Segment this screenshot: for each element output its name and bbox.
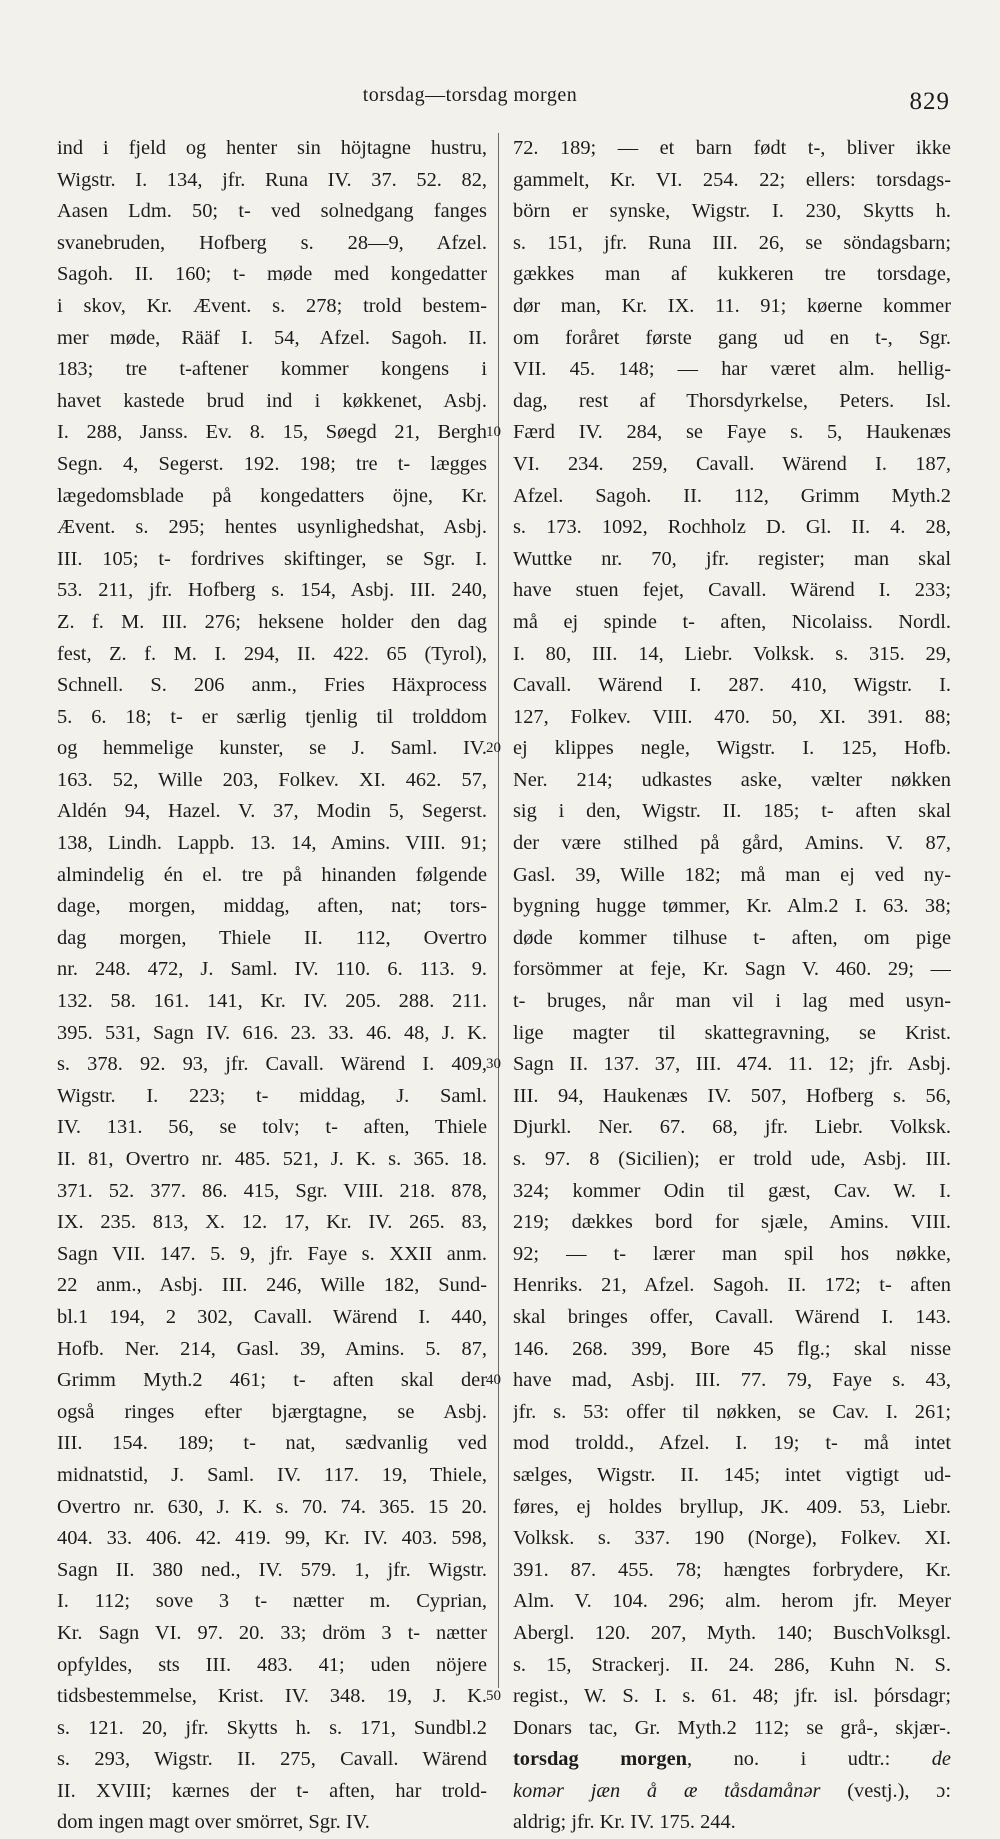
text-line: sælges, Wigstr. II. 145; intet vigtigt ud- — [513, 1463, 951, 1486]
text-line: Færd IV. 284, se Faye s. 5, Haukenæs — [513, 421, 951, 444]
text-line: bl.1 194, 2 302, Cavall. Wärend I. 440, — [57, 1305, 487, 1328]
line-number-marker: 30 — [486, 1056, 501, 1073]
line-number-marker: 40 — [486, 1372, 501, 1389]
text-line: opfyldes, sts III. 483. 41; uden nöjere — [57, 1653, 487, 1676]
text-line: III. 94, Haukenæs IV. 507, Hofberg s. 56, — [513, 1084, 951, 1107]
text-line: s. 97. 8 (Sicilien); er trold ude, Asbj. III. — [513, 1148, 951, 1170]
text-line: s. 151, jfr. Runa III. 26, se söndagsbarn; — [513, 231, 951, 254]
text-line: s. 121. 20, jfr. Skytts h. s. 171, Sundbl.2 — [57, 1716, 487, 1739]
page-number: 829 — [909, 88, 950, 115]
text-line: III. 154. 189; t- nat, sædvanlig ved — [57, 1432, 487, 1455]
text-line: føres, ej holdes bryllup, JK. 409. 53, Liebr. — [513, 1495, 951, 1518]
text-line: 183; tre t-aftener kommer kongens i — [57, 358, 487, 381]
text-line: Afzel. Sagoh. II. 112, Grimm Myth.2 — [513, 484, 951, 507]
text-line: og hemmelige kunster, se J. Saml. IV. — [57, 737, 487, 760]
text-line: dag morgen, Thiele II. 112, Overtro — [57, 926, 487, 949]
text-line: III. 105; t- fordrives skiftinger, se Sgr. I. — [57, 547, 487, 570]
text-line: s. 293, Wigstr. II. 275, Cavall. Wärend — [57, 1748, 487, 1771]
line-number-marker: 50 — [486, 1688, 501, 1705]
text-line: s. 173. 1092, Rochholz D. Gl. II. 4. 28, — [513, 516, 951, 539]
text-line: dom ingen magt over smörret, Sgr. IV. — [57, 1811, 370, 1834]
entry-text-1: , no. i udtr.: — [687, 1748, 891, 1771]
text-line: regist., W. S. I. s. 61. 48; jfr. isl. þórsdagr; — [513, 1685, 951, 1708]
text-line: Alm. V. 104. 296; alm. herom jfr. Meyer — [513, 1590, 951, 1613]
text-line: t- bruges, når man vil i lag med usyn- — [513, 990, 951, 1013]
running-title: torsdag—torsdag morgen — [362, 84, 578, 106]
entry-last-line: aldrig; jfr. Kr. IV. 175. 244. — [513, 1811, 736, 1834]
right-column — [513, 133, 951, 1839]
text-line: 324; kommer Odin til gæst, Cav. W. I. — [513, 1179, 951, 1202]
text-line: 395. 531, Sagn IV. 616. 23. 33. 46. 48, J. K. — [57, 1021, 487, 1044]
text-line: Sagn II. 380 ned., IV. 579. 1, jfr. Wigstr. — [57, 1558, 487, 1581]
column-divider — [498, 133, 499, 1688]
text-line: svanebruden, Hofberg s. 28—9, Afzel. — [57, 231, 487, 254]
text-line: forsömmer at feje, Kr. Sagn V. 460. 29; — — [513, 958, 951, 981]
entry-dialect-2: komər jæn å æ tåsdamånər — [513, 1779, 821, 1802]
text-line: må ej spinde t- aften, Nicolaiss. Nordl. — [513, 610, 951, 633]
entry-headword-line — [513, 1744, 951, 1776]
text-line: have stuen fejet, Cavall. Wärend I. 233; — [513, 579, 951, 602]
text-line: mer møde, Rääf I. 54, Afzel. Sagoh. II. — [57, 326, 487, 349]
text-line: 404. 33. 406. 42. 419. 99, Kr. IV. 403. 598, — [57, 1527, 487, 1550]
entry-headword: torsdag morgen — [513, 1748, 688, 1771]
text-line: gækkes man af kukkeren tre torsdage, — [513, 263, 951, 286]
text-line: Cavall. Wärend I. 287. 410, Wigstr. I. — [513, 674, 951, 697]
right-column-lines — [513, 133, 951, 1744]
page-header — [0, 80, 1000, 120]
text-line: Gasl. 39, Wille 182; må man ej ved ny- — [513, 863, 951, 886]
line-number-marker: 10 — [486, 424, 501, 441]
text-line: Djurkl. Ner. 67. 68, jfr. Liebr. Volksk. — [513, 1116, 951, 1139]
text-line: I. 288, Janss. Ev. 8. 15, Søegd 21, Bergh — [57, 421, 487, 444]
text-line: ej klippes negle, Wigstr. I. 125, Hofb. — [513, 737, 951, 760]
text-line: om foråret første gang ud en t-, Sgr. — [513, 326, 951, 349]
text-line: 371. 52. 377. 86. 415, Sgr. VIII. 218. 878, — [57, 1179, 487, 1202]
text-line: ind i fjeld og henter sin höjtagne hustru, — [57, 137, 487, 159]
entry-dialect-line — [513, 1776, 951, 1808]
entry-text-2: (vestj.), ɔ: — [847, 1779, 951, 1802]
text-line: 127, Folkev. VIII. 470. 50, XI. 391. 88; — [513, 705, 951, 728]
text-line: II. 81, Overtro nr. 485. 521, J. K. s. 365. 18. — [57, 1148, 487, 1170]
text-line: jfr. s. 53: offer til nøkken, se Cav. I. 261; — [513, 1400, 951, 1423]
text-line: IV. 131. 56, se tolv; t- aften, Thiele — [57, 1116, 487, 1139]
text-line: 391. 87. 455. 78; hængtes forbrydere, Kr. — [513, 1558, 951, 1581]
text-line: lige magter til skattegravning, se Krist. — [513, 1021, 951, 1044]
text-line: Sagn II. 137. 37, III. 474. 11. 12; jfr. Asbj. — [513, 1053, 951, 1076]
text-line: døde kommer tilhuse t- aften, om pige — [513, 926, 951, 949]
text-line: i skov, Kr. Ævent. s. 278; trold bestem- — [57, 294, 487, 317]
text-line: fest, Z. f. M. I. 294, II. 422. 65 (Tyrol), — [57, 642, 487, 665]
text-line: Overtro nr. 630, J. K. s. 70. 74. 365. 15 20. — [57, 1495, 487, 1518]
text-line: Sagoh. II. 160; t- møde med kongedatter — [57, 263, 487, 286]
text-line: Schnell. S. 206 anm., Fries Häxprocess — [57, 674, 487, 697]
text-line: 72. 189; — et barn født t-, bliver ikke — [513, 137, 951, 159]
text-line: 5. 6. 18; t- er særlig tjenlig til trolddom — [57, 705, 487, 728]
text-line: Aasen Ldm. 50; t- ved solnedgang fanges — [57, 200, 487, 223]
text-line: börn er synske, Wigstr. I. 230, Skytts h. — [513, 200, 951, 223]
text-line: 53. 211, jfr. Hofberg s. 154, Asbj. III. 240, — [57, 579, 487, 602]
text-line: havet kastede brud ind i køkkenet, Asbj. — [57, 389, 487, 412]
text-line: s. 15, Strackerj. II. 24. 286, Kuhn N. S. — [513, 1653, 951, 1676]
text-line: Henriks. 21, Afzel. Sagoh. II. 172; t- aften — [513, 1274, 951, 1297]
text-line: nr. 248. 472, J. Saml. IV. 110. 6. 113. 9. — [57, 958, 487, 981]
text-line: sig i den, Wigstr. II. 185; t- aften skal — [513, 800, 951, 823]
text-line: Abergl. 120. 207, Myth. 140; BuschVolksgl. — [513, 1621, 951, 1644]
text-line: VI. 234. 259, Cavall. Wärend I. 187, — [513, 452, 951, 475]
left-column — [57, 133, 487, 1839]
text-line: Aldén 94, Hazel. V. 37, Modin 5, Segerst. — [57, 800, 487, 823]
text-line: dag, rest af Thorsdyrkelse, Peters. Isl. — [513, 389, 951, 412]
text-line: s. 378. 92. 93, jfr. Cavall. Wärend I. 409, — [57, 1053, 487, 1076]
text-line: også ringes efter bjærgtagne, se Asbj. — [57, 1400, 487, 1423]
text-line: Z. f. M. III. 276; heksene holder den dag — [57, 610, 487, 633]
text-line: 138, Lindh. Lappb. 13. 14, Amins. VIII. 91; — [57, 832, 487, 855]
text-line: lægedomsblade på kongedatters öjne, Kr. — [57, 484, 487, 507]
text-line: Wigstr. I. 223; t- middag, J. Saml. — [57, 1084, 487, 1107]
text-line: dør man, Kr. IX. 11. 91; køerne kommer — [513, 294, 951, 317]
text-line: I. 112; sove 3 t- nætter m. Cyprian, — [57, 1590, 487, 1613]
text-line: I. 80, III. 14, Liebr. Volksk. s. 315. 29, — [513, 642, 951, 665]
line-number-marker: 20 — [486, 740, 501, 757]
text-line: midnatstid, J. Saml. IV. 117. 19, Thiele, — [57, 1463, 487, 1486]
text-line: 219; dækkes bord for sjæle, Amins. VIII. — [513, 1211, 951, 1234]
text-line: Grimm Myth.2 461; t- aften skal der — [57, 1369, 487, 1392]
text-line: mod troldd., Afzel. I. 19; t- må intet — [513, 1432, 951, 1455]
text-line: gammelt, Kr. VI. 254. 22; ellers: torsdags- — [513, 168, 951, 191]
text-line: have mad, Asbj. III. 77. 79, Faye s. 43, — [513, 1369, 951, 1392]
text-line: tidsbestemmelse, Krist. IV. 348. 19, J. K. — [57, 1685, 487, 1708]
text-line: Ævent. s. 295; hentes usynlighedshat, Asbj. — [57, 516, 487, 539]
entry-dialect-1: de — [931, 1748, 951, 1771]
text-line: der være stilhed på gård, Amins. V. 87, — [513, 832, 951, 855]
text-line: bygning hugge tømmer, Kr. Alm.2 I. 63. 38; — [513, 895, 951, 918]
text-line: Volksk. s. 337. 190 (Norge), Folkev. XI. — [513, 1527, 951, 1550]
text-line: 163. 52, Wille 203, Folkev. XI. 462. 57, — [57, 768, 487, 791]
text-line: skal bringes offer, Cavall. Wärend I. 143. — [513, 1305, 951, 1328]
text-line: 92; — t- lærer man spil hos nøkke, — [513, 1242, 951, 1265]
text-line: Ner. 214; udkastes aske, vælter nøkken — [513, 768, 951, 791]
text-line: Segn. 4, Segerst. 192. 198; tre t- lægges — [57, 452, 487, 475]
text-line: IX. 235. 813, X. 12. 17, Kr. IV. 265. 83, — [57, 1211, 487, 1234]
text-line: Donars tac, Gr. Myth.2 112; se grå-, skjær-. — [513, 1716, 951, 1739]
text-line: Wigstr. I. 134, jfr. Runa IV. 37. 52. 82, — [57, 168, 487, 191]
text-line: 132. 58. 161. 141, Kr. IV. 205. 288. 211. — [57, 990, 487, 1013]
text-line: II. XVIII; kærnes der t- aften, har trold- — [57, 1779, 487, 1802]
text-line: VII. 45. 148; — har været alm. hellig- — [513, 358, 951, 381]
text-line: almindelig én el. tre på hinanden følgende — [57, 863, 487, 886]
text-line: Kr. Sagn VI. 97. 20. 33; dröm 3 t- nætter — [57, 1621, 487, 1644]
text-line: Sagn VII. 147. 5. 9, jfr. Faye s. XXII anm. — [57, 1242, 487, 1265]
text-line: 22 anm., Asbj. III. 246, Wille 182, Sund- — [57, 1274, 487, 1297]
text-line: Hofb. Ner. 214, Gasl. 39, Amins. 5. 87, — [57, 1337, 487, 1360]
text-line: Wuttke nr. 70, jfr. register; man skal — [513, 547, 951, 570]
text-line: 146. 268. 399, Bore 45 flg.; skal nisse — [513, 1337, 951, 1360]
text-line: dage, morgen, middag, aften, nat; tors- — [57, 895, 487, 918]
